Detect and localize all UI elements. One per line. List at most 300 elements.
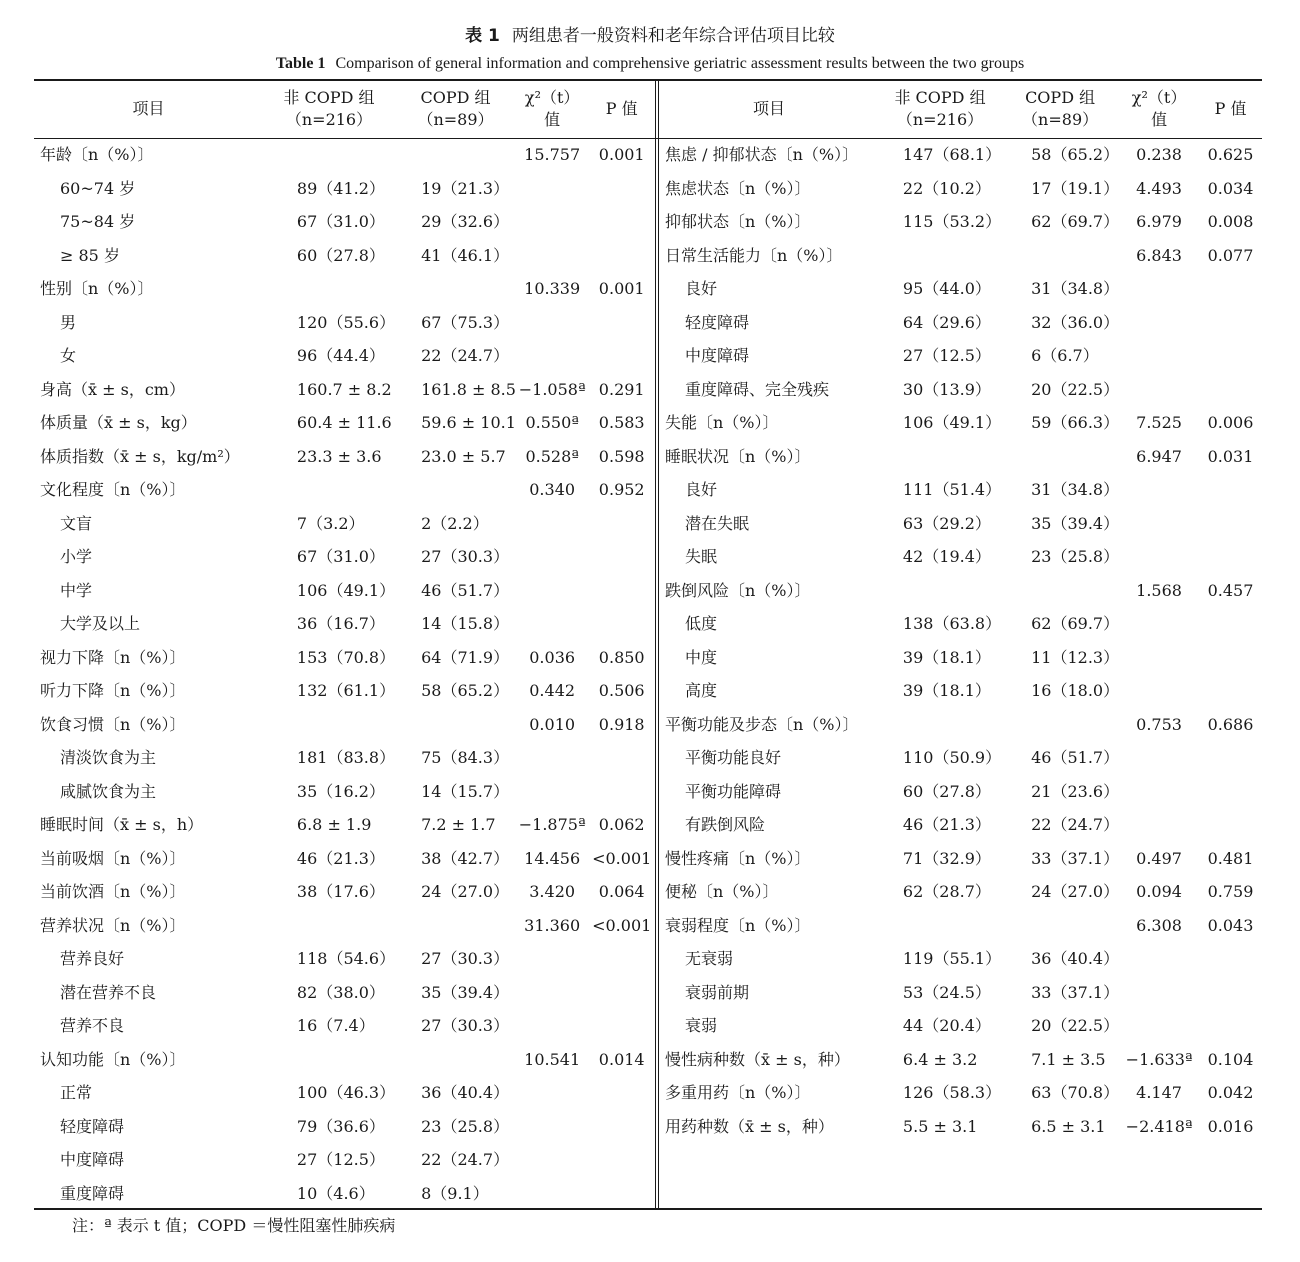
row-label: 慢性疼痛〔n（%）〕 <box>665 848 811 868</box>
row-label: 听力下降〔n（%）〕 <box>40 681 186 700</box>
cell-statistic: −1.058ª <box>518 379 586 399</box>
cell-non-copd: 46（21.3） <box>296 848 385 868</box>
table-row <box>34 172 655 206</box>
cell-copd: 33（37.1） <box>1031 848 1120 868</box>
header-line: （n=89） <box>417 110 494 129</box>
cell-non-copd: 46（21.3） <box>902 815 991 834</box>
cell-statistic <box>1119 775 1199 809</box>
table-row <box>659 808 1262 842</box>
row-label: 潜在营养不良 <box>60 982 157 1002</box>
table-title-zh <box>0 24 1300 48</box>
cell-p-value: 0.952 <box>598 480 645 499</box>
cell-p-value: 0.918 <box>598 714 645 734</box>
cell-p-value <box>1199 507 1262 541</box>
table-row <box>34 775 655 809</box>
cell-non-copd: 79（36.6） <box>296 1116 385 1136</box>
cell-copd: 22（24.7） <box>421 346 510 365</box>
cell-non-copd: 36（16.7） <box>296 614 385 633</box>
row-label: 无衰弱 <box>685 949 734 968</box>
cell-statistic: 0.550ª <box>525 413 579 432</box>
cell-statistic: 31.360 <box>524 915 581 935</box>
header-line: COPD 组 <box>1025 88 1096 107</box>
table-row <box>659 574 1262 608</box>
cell-copd: 38（42.7） <box>421 848 510 868</box>
cell-copd: 16（18.0） <box>1031 681 1120 700</box>
cell-statistic: 0.036 <box>529 647 576 667</box>
row-label: 男 <box>60 312 77 332</box>
cell-copd <box>1001 909 1119 943</box>
cell-non-copd: 16（7.4） <box>296 1016 375 1035</box>
row-label: 平衡功能良好 <box>685 748 782 767</box>
header-line: 非 COPD 组 <box>283 88 375 107</box>
col-header-item: 项目 <box>752 99 785 118</box>
table-row <box>34 473 655 507</box>
row-label: 正常 <box>60 1083 93 1102</box>
cell-copd: 8（9.1） <box>421 1183 489 1203</box>
cell-copd: 24（27.0） <box>421 882 510 901</box>
cell-p-value: 0.001 <box>598 145 645 164</box>
cell-p-value <box>1199 976 1262 1010</box>
cell-copd <box>395 1043 516 1077</box>
cell-non-copd: 126（58.3） <box>902 1083 1002 1102</box>
cell-p-value <box>1199 540 1262 574</box>
cell-statistic <box>516 540 589 574</box>
row-label: 失能〔n（%）〕 <box>665 413 779 432</box>
cell-copd: 23（25.8） <box>1031 547 1120 566</box>
cell-copd: 32（36.0） <box>1031 312 1120 332</box>
row-label: 跌倒风险〔n（%）〕 <box>665 580 811 600</box>
cell-statistic: 0.094 <box>1136 882 1182 901</box>
row-label: 日常生活能力〔n（%）〕 <box>665 245 843 265</box>
col-header-non-copd <box>263 80 395 138</box>
cell-copd: 7.2 ± 1.7 <box>421 815 496 834</box>
table-row <box>659 239 1262 273</box>
cell-non-copd <box>263 909 395 943</box>
cell-p-value <box>1199 607 1262 641</box>
header-row <box>34 80 655 138</box>
cell-non-copd: 27（12.5） <box>902 346 991 365</box>
table-row <box>34 440 655 474</box>
cell-non-copd: 67（31.0） <box>296 547 385 566</box>
cell-p-value: <0.001 <box>592 915 652 935</box>
cell-p-value <box>1199 741 1262 775</box>
table-title-en <box>0 52 1300 76</box>
header-line: （n=216） <box>285 110 373 129</box>
cell-non-copd <box>879 909 1001 943</box>
cell-p-value <box>1199 272 1262 306</box>
cell-non-copd: 82（38.0） <box>296 982 385 1002</box>
row-label: 重度障碍 <box>60 1183 125 1203</box>
col-header-stat <box>516 80 589 138</box>
cell-copd <box>395 708 516 742</box>
cell-non-copd: 120（55.6） <box>296 312 396 332</box>
table-row <box>34 808 655 842</box>
cell-copd: 22（24.7） <box>421 1150 510 1169</box>
cell-copd: 23（25.8） <box>421 1116 510 1136</box>
table-row <box>34 607 655 641</box>
table-row <box>34 1076 655 1110</box>
cell-statistic: 0.010 <box>529 714 576 734</box>
row-label: 衰弱 <box>685 1016 718 1035</box>
cell-statistic: 6.947 <box>1136 446 1182 466</box>
cell-statistic: 6.308 <box>1136 915 1182 935</box>
table-row <box>34 138 655 172</box>
cell-statistic <box>516 976 589 1010</box>
cell-statistic: 6.979 <box>1136 212 1182 231</box>
cell-non-copd: 44（20.4） <box>902 1016 991 1035</box>
cell-statistic <box>516 1110 589 1144</box>
cell-statistic <box>516 942 589 976</box>
table-row <box>34 306 655 340</box>
cell-statistic <box>516 239 589 273</box>
right-table <box>659 80 1262 1143</box>
cell-non-copd: 42（19.4） <box>902 547 991 566</box>
row-label: 抑郁状态〔n（%）〕 <box>665 212 811 231</box>
cell-p-value: 0.008 <box>1207 212 1254 231</box>
cell-p-value: 0.104 <box>1207 1049 1254 1069</box>
row-label: 失眠 <box>685 547 718 566</box>
header-line: 非 COPD 组 <box>894 88 986 107</box>
table-row <box>659 473 1262 507</box>
cell-p-value <box>588 239 655 273</box>
cell-p-value: 0.291 <box>598 379 645 399</box>
row-label: 重度障碍、完全残疾 <box>685 379 830 399</box>
table-row <box>659 373 1262 407</box>
cell-statistic <box>1119 942 1199 976</box>
table-row <box>34 507 655 541</box>
cell-copd: 46（51.7） <box>1031 748 1120 767</box>
cell-statistic <box>516 607 589 641</box>
cell-copd: 59（66.3） <box>1031 413 1120 432</box>
row-label: 当前吸烟〔n（%）〕 <box>40 848 186 868</box>
cell-p-value <box>588 1076 655 1110</box>
cell-non-copd: 60（27.8） <box>296 245 385 265</box>
col-header-copd <box>1001 80 1119 138</box>
table-row <box>659 1043 1262 1077</box>
table-row <box>34 272 655 306</box>
cell-copd <box>395 909 516 943</box>
cell-non-copd: 39（18.1） <box>902 647 991 667</box>
table-number-en: Table 1 <box>275 55 326 72</box>
cell-statistic <box>516 741 589 775</box>
cell-p-value <box>1199 942 1262 976</box>
row-label: 咸腻饮食为主 <box>60 781 157 801</box>
row-label: 小学 <box>60 547 93 566</box>
cell-p-value <box>588 1177 655 1211</box>
cell-non-copd: 106（49.1） <box>902 413 1002 432</box>
header-line: 值 <box>544 110 561 129</box>
cell-p-value <box>588 205 655 239</box>
cell-non-copd: 106（49.1） <box>296 580 396 600</box>
cell-non-copd <box>879 708 1001 742</box>
col-header-non-copd <box>879 80 1001 138</box>
row-label: 文盲 <box>60 513 93 533</box>
row-label: 中度 <box>685 647 718 667</box>
cell-non-copd: 67（31.0） <box>296 212 385 231</box>
cell-p-value: 0.034 <box>1207 178 1254 198</box>
cell-copd: 31（34.8） <box>1031 480 1120 499</box>
row-label: 睡眠时间（x̄ ± s，h） <box>40 815 204 834</box>
cell-statistic: −1.633ª <box>1125 1049 1193 1069</box>
cell-non-copd: 95（44.0） <box>902 279 991 298</box>
cell-copd: 6.5 ± 3.1 <box>1031 1116 1106 1136</box>
cell-non-copd: 138（63.8） <box>902 614 1002 633</box>
cell-non-copd: 100（46.3） <box>296 1083 396 1102</box>
cell-p-value: 0.062 <box>598 815 645 834</box>
cell-copd: 22（24.7） <box>1031 815 1120 834</box>
row-label: 用药种数（x̄ ± s，种） <box>665 1116 834 1136</box>
table-row <box>659 1076 1262 1110</box>
cell-p-value <box>588 574 655 608</box>
row-label: 文化程度〔n（%）〕 <box>40 480 186 499</box>
cell-p-value <box>588 1009 655 1043</box>
row-label: 清淡饮食为主 <box>60 748 157 767</box>
cell-statistic <box>1119 808 1199 842</box>
cell-copd: 20（22.5） <box>1031 1016 1120 1035</box>
table-row <box>659 1110 1262 1144</box>
cell-copd: 11（12.3） <box>1031 647 1120 667</box>
cell-statistic <box>1119 674 1199 708</box>
row-label: 慢性病种数（x̄ ± s，种） <box>665 1049 850 1069</box>
cell-non-copd <box>879 440 1001 474</box>
row-label: 衰弱前期 <box>685 982 750 1002</box>
row-label: 良好 <box>685 279 718 298</box>
cell-copd <box>1001 574 1119 608</box>
cell-p-value <box>1199 674 1262 708</box>
cell-copd: 33（37.1） <box>1031 982 1120 1002</box>
cell-p-value <box>588 1110 655 1144</box>
header-line: χ²（t） <box>1131 88 1187 107</box>
cell-p-value: 0.506 <box>598 681 645 700</box>
cell-p-value <box>1199 1009 1262 1043</box>
table-row <box>659 641 1262 675</box>
cell-copd: 31（34.8） <box>1031 279 1120 298</box>
cell-p-value: 0.686 <box>1207 714 1254 734</box>
cell-statistic <box>516 1076 589 1110</box>
header-line: （n=89） <box>1022 110 1099 129</box>
cell-p-value <box>1199 473 1262 507</box>
cell-p-value <box>1199 808 1262 842</box>
cell-statistic <box>516 205 589 239</box>
cell-p-value: 0.043 <box>1207 915 1254 935</box>
cell-copd: 6（6.7） <box>1031 346 1099 365</box>
cell-p-value <box>588 172 655 206</box>
table-row <box>34 239 655 273</box>
cell-p-value: 0.850 <box>598 647 645 667</box>
cell-copd: 7.1 ± 3.5 <box>1031 1049 1106 1069</box>
cell-p-value <box>1199 339 1262 373</box>
cell-non-copd: 132（61.1） <box>296 681 396 700</box>
cell-non-copd: 89（41.2） <box>296 178 385 198</box>
cell-non-copd: 115（53.2） <box>902 212 1002 231</box>
cell-non-copd: 30（13.9） <box>902 379 991 399</box>
cell-p-value: 0.481 <box>1207 848 1254 868</box>
cell-statistic <box>1119 507 1199 541</box>
cell-statistic <box>516 1177 589 1211</box>
cell-copd: 63（70.8） <box>1031 1083 1120 1102</box>
cell-non-copd: 5.5 ± 3.1 <box>902 1116 978 1136</box>
row-label: 体质量（x̄ ± s，kg） <box>40 413 197 432</box>
cell-non-copd: 181（83.8） <box>296 748 396 767</box>
cell-non-copd: 71（32.9） <box>902 848 991 868</box>
table-row <box>34 708 655 742</box>
cell-copd: 19（21.3） <box>421 178 510 198</box>
cell-p-value <box>588 306 655 340</box>
row-label: 年龄〔n（%）〕 <box>40 145 154 164</box>
cell-statistic <box>516 306 589 340</box>
cell-statistic <box>1119 741 1199 775</box>
cell-non-copd: 160.7 ± 8.2 <box>296 379 392 399</box>
row-label: 60~74 岁 <box>60 178 136 198</box>
cell-p-value <box>588 540 655 574</box>
cell-p-value <box>1199 373 1262 407</box>
table-row <box>659 339 1262 373</box>
cell-statistic: 4.493 <box>1136 178 1182 198</box>
cell-non-copd: 62（28.7） <box>902 882 991 901</box>
row-label: 中度障碍 <box>60 1150 125 1169</box>
cell-copd <box>1001 239 1119 273</box>
cell-statistic <box>516 1009 589 1043</box>
cell-p-value <box>1199 775 1262 809</box>
row-label: 中度障碍 <box>685 346 750 365</box>
cell-statistic: −1.875ª <box>518 815 586 834</box>
row-label: 焦虑状态〔n（%）〕 <box>665 178 811 198</box>
cell-non-copd: 118（54.6） <box>296 949 396 968</box>
table-row <box>34 205 655 239</box>
cell-copd: 161.8 ± 8.5 <box>421 379 516 399</box>
cell-p-value <box>588 507 655 541</box>
cell-p-value <box>588 741 655 775</box>
cell-copd: 14（15.8） <box>421 614 510 633</box>
row-label: 大学及以上 <box>60 614 141 633</box>
cell-p-value: 0.583 <box>598 413 645 432</box>
cell-statistic: −2.418ª <box>1125 1116 1193 1136</box>
cell-p-value: 0.042 <box>1207 1083 1254 1102</box>
table-row <box>34 674 655 708</box>
table-row <box>34 339 655 373</box>
cell-copd: 23.0 ± 5.7 <box>421 446 506 466</box>
cell-statistic: 0.753 <box>1136 714 1182 734</box>
cell-copd: 27（30.3） <box>421 949 510 968</box>
table-row <box>659 205 1262 239</box>
cell-statistic: 14.456 <box>524 848 581 868</box>
cell-non-copd: 22（10.2） <box>902 178 991 198</box>
cell-copd <box>395 272 516 306</box>
table-row <box>34 942 655 976</box>
cell-copd: 41（46.1） <box>421 245 510 265</box>
cell-statistic: 3.420 <box>529 882 576 901</box>
row-label: 认知功能〔n（%）〕 <box>40 1049 186 1069</box>
cell-non-copd: 53（24.5） <box>902 982 991 1002</box>
cell-statistic: 15.757 <box>524 145 581 164</box>
cell-copd: 29（32.6） <box>421 212 510 231</box>
cell-statistic <box>516 507 589 541</box>
table-caption-zh: 两组患者一般资料和老年综合评估项目比较 <box>511 26 835 46</box>
row-label: 有跌倒风险 <box>685 815 766 834</box>
header-row <box>659 80 1262 138</box>
cell-p-value: 0.001 <box>598 279 645 298</box>
cell-non-copd: 23.3 ± 3.6 <box>296 446 382 466</box>
cell-p-value: 0.759 <box>1207 882 1254 901</box>
cell-copd: 46（51.7） <box>421 580 510 600</box>
cell-statistic: 0.528ª <box>525 446 579 466</box>
table-row <box>34 741 655 775</box>
cell-p-value <box>1199 641 1262 675</box>
table-row <box>34 373 655 407</box>
row-label: 便秘〔n（%）〕 <box>665 882 779 901</box>
cell-copd: 27（30.3） <box>421 1016 510 1035</box>
cell-statistic: 0.238 <box>1136 145 1182 164</box>
table-row <box>34 875 655 909</box>
table-number-zh: 表 1 <box>465 26 500 46</box>
cell-copd: 2（2.2） <box>421 513 489 533</box>
cell-statistic: 0.497 <box>1136 848 1182 868</box>
row-label: 女 <box>60 346 77 365</box>
table-row <box>34 1177 655 1211</box>
cell-non-copd: 38（17.6） <box>296 882 385 901</box>
row-label: 低度 <box>685 614 718 633</box>
cell-statistic: 10.339 <box>524 279 581 298</box>
cell-non-copd <box>263 138 395 172</box>
cell-non-copd: 27（12.5） <box>296 1150 385 1169</box>
table-row <box>34 842 655 876</box>
table-row <box>34 406 655 440</box>
table-row <box>659 708 1262 742</box>
cell-p-value: 0.064 <box>598 882 645 901</box>
table-row <box>34 641 655 675</box>
cell-non-copd <box>263 1043 395 1077</box>
cell-copd: 62（69.7） <box>1031 614 1120 633</box>
row-label: 平衡功能及步态〔n（%）〕 <box>665 714 859 734</box>
cell-non-copd <box>263 272 395 306</box>
cell-p-value: 0.625 <box>1207 145 1254 164</box>
row-label: 睡眠状况〔n（%）〕 <box>665 446 811 466</box>
table-row <box>34 909 655 943</box>
cell-copd: 17（19.1） <box>1031 178 1120 198</box>
cell-p-value: 0.457 <box>1207 580 1254 600</box>
cell-copd <box>395 138 516 172</box>
cell-copd: 35（39.4） <box>421 982 510 1002</box>
cell-statistic <box>516 775 589 809</box>
row-label: 75~84 岁 <box>60 212 136 231</box>
row-label: 营养状况〔n（%）〕 <box>40 915 186 935</box>
col-header-p: P 值 <box>605 99 638 118</box>
header-line: 值 <box>1151 110 1168 129</box>
center-divider <box>655 80 656 1209</box>
col-header-stat <box>1119 80 1199 138</box>
cell-p-value <box>588 1143 655 1177</box>
row-label: ≥ 85 岁 <box>60 245 120 265</box>
cell-copd: 14（15.7） <box>421 781 510 801</box>
cell-non-copd: 6.4 ± 3.2 <box>902 1049 978 1069</box>
header-line: χ²（t） <box>524 88 580 107</box>
col-header-p: P 值 <box>1214 99 1247 118</box>
row-label: 视力下降〔n（%）〕 <box>40 647 186 667</box>
row-label: 性别〔n（%）〕 <box>40 279 154 298</box>
header-line: COPD 组 <box>420 88 491 107</box>
row-label: 多重用药〔n（%）〕 <box>665 1083 811 1102</box>
cell-non-copd: 7（3.2） <box>296 513 365 533</box>
cell-non-copd <box>879 574 1001 608</box>
cell-copd: 67（75.3） <box>421 312 510 332</box>
row-label: 衰弱程度〔n（%）〕 <box>665 915 811 935</box>
table-row <box>659 507 1262 541</box>
cell-statistic: 10.541 <box>524 1049 581 1069</box>
col-header-copd <box>395 80 516 138</box>
cell-copd <box>1001 708 1119 742</box>
cell-copd: 21（23.6） <box>1031 781 1120 801</box>
cell-non-copd: 63（29.2） <box>902 513 991 533</box>
